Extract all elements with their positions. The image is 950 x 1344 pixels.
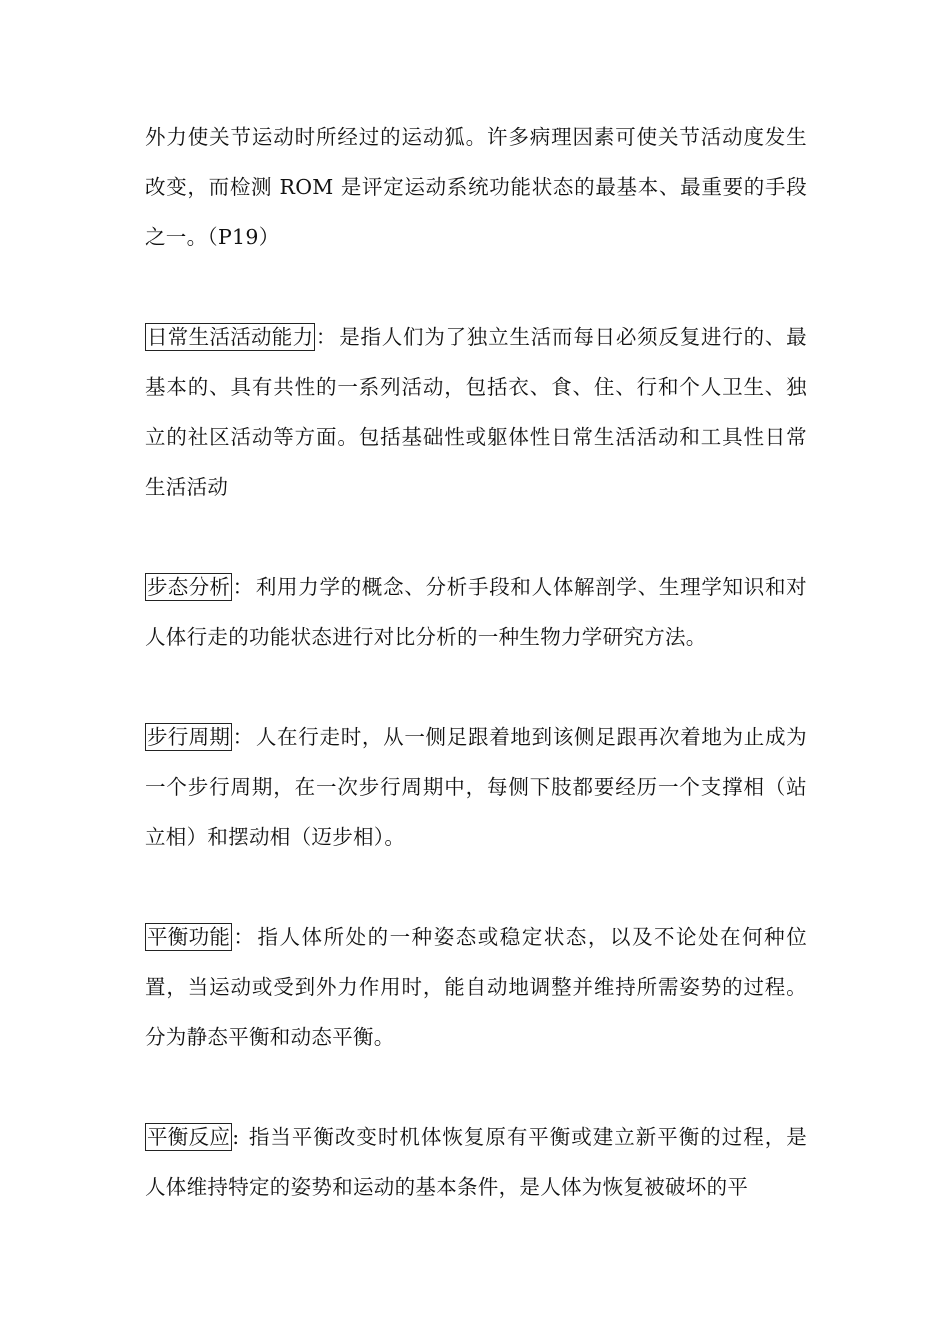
term-box: 步态分析 xyxy=(147,575,231,599)
definition-text: 指当平衡改变时机体恢复原有平衡或建立新平衡的过程，是人体维持特定的姿势和运动的基本条件，是人体为恢复被破坏的平 xyxy=(145,1125,807,1199)
term-separator: ： xyxy=(232,925,256,949)
definition-text: 是指人们为了独立生活而每日必须反复进行的、最基本的、具有共性的一系列活动，包括衣、食、住、行和个人卫生、独立的社区活动等方面。包括基础性或躯体性日常生活活动和工具性日常生活活动 xyxy=(145,325,807,499)
definition-text: 人在行走时，从一侧足跟着地到该侧足跟再次着地为止成为一个步行周期，在一次步行周期中，每侧下肢都要经历一个支撑相（站立相）和摆动相（迈步相）。 xyxy=(145,725,807,849)
definition-adl xyxy=(145,312,807,512)
term-separator: ： xyxy=(232,575,254,599)
term-box: 平衡反应 xyxy=(147,1125,231,1149)
definition-text: 指人体所处的一种姿态或稳定状态，以及不论处在何种位置，当运动或受到外力作用时，能自动地调整并维持所需姿势的过程。分为静态平衡和动态平衡。 xyxy=(145,925,807,1049)
definition-gait-cycle xyxy=(145,712,807,862)
term-box: 平衡功能 xyxy=(147,925,231,949)
definition-gait-analysis xyxy=(145,562,807,662)
term-box: 日常生活活动能力 xyxy=(147,325,314,349)
definition-text: 利用力学的概念、分析手段和人体解剖学、生理学知识和对人体行走的功能状态进行对比分析的一种生物力学研究方法。 xyxy=(145,575,807,649)
term-separator: ： xyxy=(232,725,254,749)
definition-balance-reaction xyxy=(145,1112,807,1212)
intro-paragraph xyxy=(145,112,807,262)
document-body xyxy=(145,112,807,1262)
term-box: 步行周期 xyxy=(147,725,231,749)
term-separator: : xyxy=(232,1125,240,1149)
definition-balance-function xyxy=(145,912,807,1062)
intro-text: 外力使关节运动时所经过的运动狐。许多病理因素可使关节活动度发生改变，而检测 ROM 是评定运动系统功能状态的最基本、最重要的手段之一。（P19） xyxy=(145,125,807,249)
term-separator: ： xyxy=(315,325,338,349)
